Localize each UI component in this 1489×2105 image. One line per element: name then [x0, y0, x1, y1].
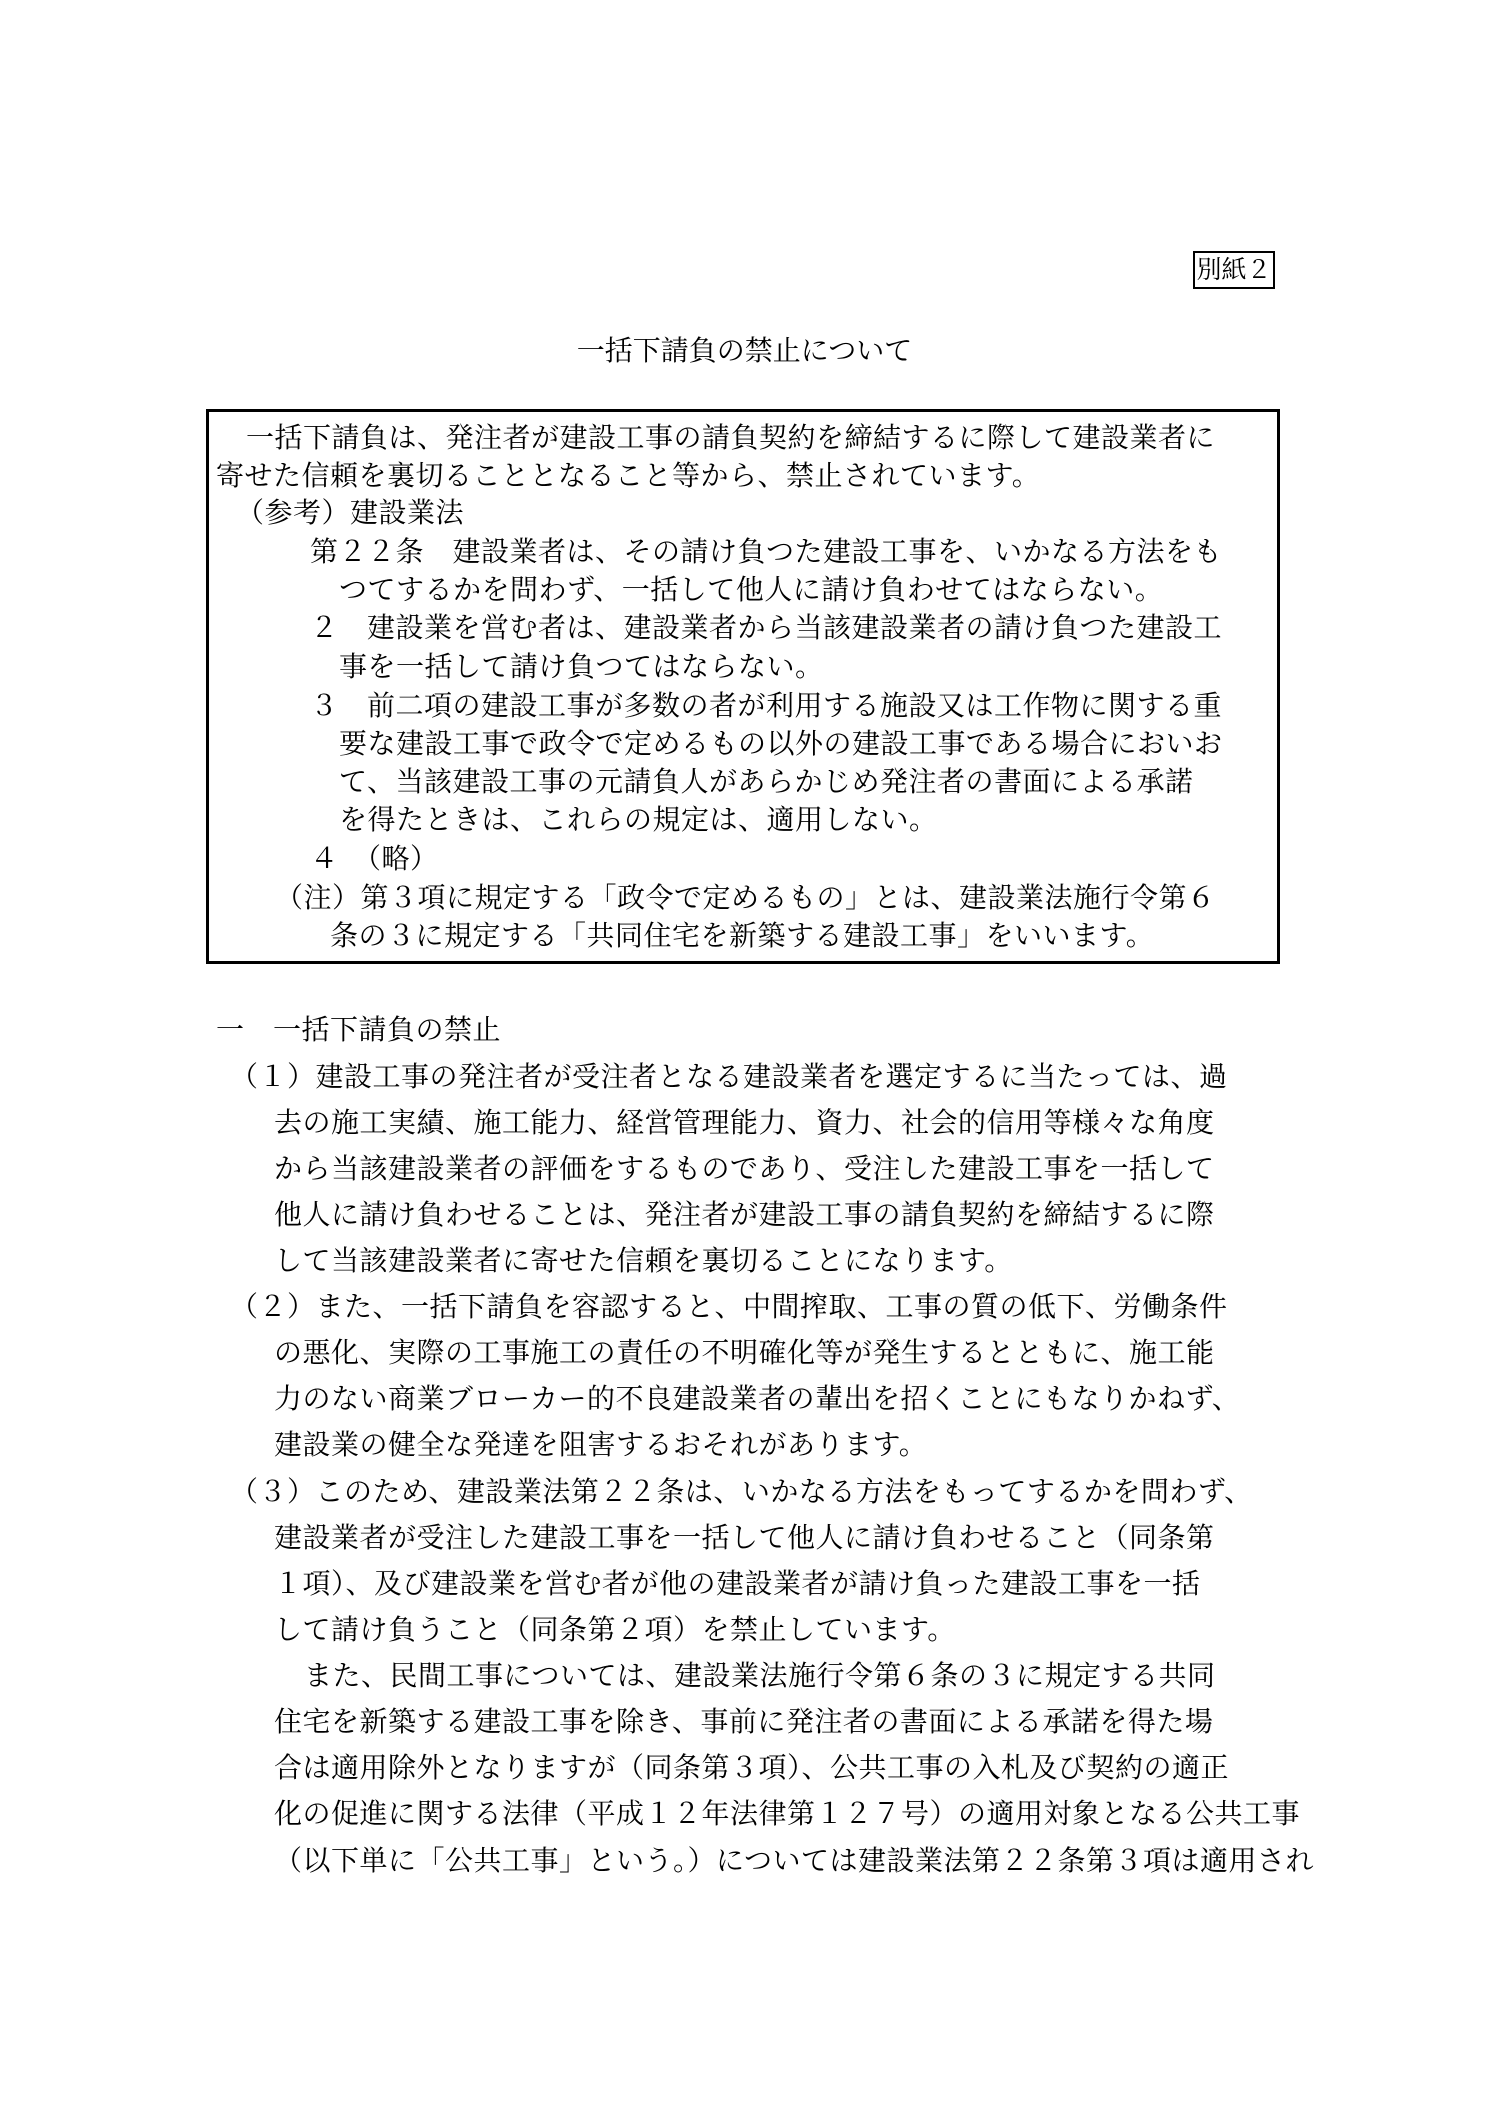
document-title: 一括下請負の禁止について	[576, 334, 913, 367]
attachment-label: 別紙２	[1193, 251, 1275, 289]
body-line: 去の施工実績、施工能力、経営管理能力、資力、社会的信用等様々な角度	[274, 1106, 1215, 1139]
body-line: 住宅を新築する建設工事を除き、事前に発注者の書面による承諾を得た場	[274, 1705, 1214, 1738]
body-line: 化の促進に関する法律（平成１２年法律第１２７号）の適用対象となる公共工事	[274, 1797, 1301, 1830]
box-line: ３ 前二項の建設工事が多数の者が利用する施設又は工作物に関する重	[310, 689, 1223, 722]
box-line: 寄せた信頼を裏切ることとなること等から、禁止されています。	[216, 459, 1041, 492]
body-line: して請け負うこと（同条第２項）を禁止しています。	[274, 1613, 956, 1646]
body-line: また、民間工事については、建設業法施行令第６条の３に規定する共同	[304, 1659, 1216, 1692]
box-line: 一括下請負は、発注者が建設工事の請負契約を締結するに際して建設業者に	[246, 421, 1216, 454]
body-line: 建設業者が受注した建設工事を一括して他人に請け負わせること（同条第	[274, 1521, 1215, 1554]
box-line: 要な建設工事で政令で定めるもの以外の建設工事である場合においお	[339, 727, 1223, 760]
box-line: を得たときは、これらの規定は、適用しない。	[339, 803, 938, 836]
section-heading: 一 一括下請負の禁止	[216, 1013, 502, 1046]
box-line: ４ （略）	[310, 842, 439, 875]
body-line: 建設業の健全な発達を阻害するおそれがあります。	[274, 1428, 928, 1461]
body-line: （以下単に「公共工事」という。）については建設業法第２２条第３項は適用され	[274, 1844, 1314, 1877]
body-line: １項）、及び建設業を営む者が他の建設業者が請け負った建設工事を一括	[274, 1567, 1201, 1600]
box-line: 条の３に規定する「共同住宅を新築する建設工事」をいいます。	[330, 919, 1155, 952]
body-line: 合は適用除外となりますが（同条第３項）、公共工事の入札及び契約の適正	[274, 1751, 1230, 1784]
body-line: （２）また、一括下請負を容認すると、中間搾取、工事の質の低下、労働条件	[230, 1290, 1228, 1323]
box-line: ２ 建設業を営む者は、建設業者から当該建設業者の請け負つた建設工	[310, 611, 1223, 644]
box-line: 第２２条 建設業者は、その請け負つた建設工事を、いかなる方法をも	[310, 535, 1223, 568]
body-line: から当該建設業者の評価をするものであり、受注した建設工事を一括して	[274, 1152, 1215, 1185]
body-line: の悪化、実際の工事施工の責任の不明確化等が発生するとともに、施工能	[274, 1336, 1215, 1369]
body-line: （１）建設工事の発注者が受注者となる建設業者を選定するに当たっては、過	[230, 1060, 1228, 1093]
body-line: （３）このため、建設業法第２２条は、いかなる方法をもってするかを問わず、	[230, 1475, 1253, 1508]
body-line: して当該建設業者に寄せた信頼を裏切ることになります。	[274, 1244, 1013, 1277]
body-line: 力のない商業ブローカー的不良建設業者の輩出を招くことにもなりかねず、	[274, 1382, 1241, 1415]
box-line: （参考）建設業法	[236, 496, 465, 529]
box-line: て、当該建設工事の元請負人があらかじめ発注者の書面による承諾	[339, 765, 1194, 798]
box-line: （注）第３項に規定する「政令で定めるもの」とは、建設業法施行令第６	[275, 881, 1216, 914]
box-line: 事を一括して請け負つてはならない。	[339, 650, 824, 683]
body-line: 他人に請け負わせることは、発注者が建設工事の請負契約を締結するに際	[274, 1198, 1215, 1231]
box-line: つてするかを問わず、一括して他人に請け負わせてはならない。	[339, 573, 1164, 606]
